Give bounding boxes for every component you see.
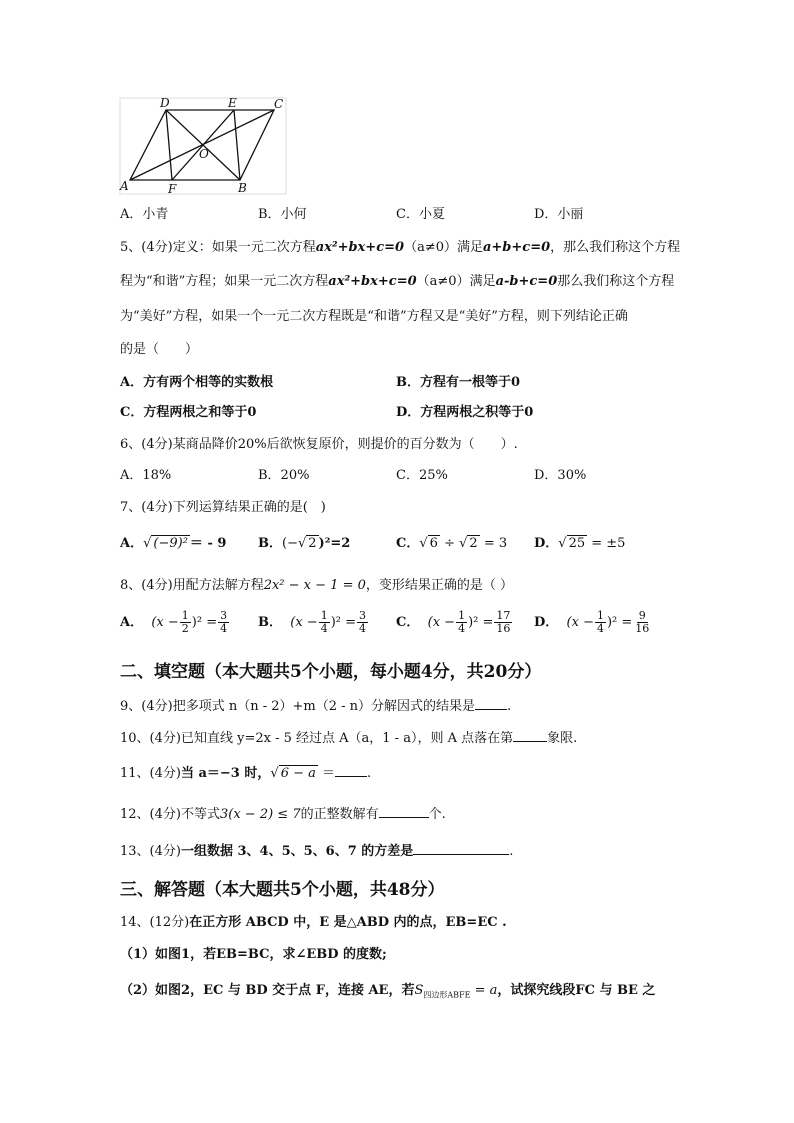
label-e: E <box>228 96 237 110</box>
q4-option-b: B．小何 <box>258 207 307 222</box>
q14-part-1: （1）如图1，若EB=BC，求∠EBD 的度数; <box>120 947 387 962</box>
q7-option-d-radicand: 25 <box>568 536 586 551</box>
q6-option-d: D．30% <box>534 468 587 483</box>
q5-equation-1: ax²+bx+c=0 <box>315 240 405 255</box>
q8-option-b-mid: )² = <box>330 615 357 630</box>
q12-stem <box>120 805 446 824</box>
q8-option-a-rhs: $\frac{3}{4}$ <box>220 609 228 635</box>
q5-relation-1: a+b+c=0 <box>482 240 551 255</box>
q12-blank[interactable] <box>379 805 429 818</box>
q7-option-c-radicand-2: 2 <box>469 536 478 551</box>
q10-stem <box>120 729 577 748</box>
q14-text: 在正方形 ABCD 中，E 是△ABD 内的点，EB=EC . <box>189 915 507 930</box>
q7-option-c: C．√ 6 ÷ √ 2 = 3 <box>396 536 508 551</box>
q5-line-3: 为“美好”方程，如果一个一元二次方程既是“和谐”方程又是“美好”方程，则下列结论正确 <box>120 309 628 324</box>
q8-option-d-rhs: $\frac{9}{16}$ <box>635 609 650 635</box>
q8-equation: 2x² − x − 1 = 0 <box>263 578 366 593</box>
q14-area-subscript: 四边形ABFE <box>423 990 471 1000</box>
q5-line-1 <box>120 239 680 257</box>
q14-area-symbol: S <box>414 983 424 998</box>
q8-stem <box>120 577 513 595</box>
q7-option-c-radicand-1: 6 <box>429 536 438 551</box>
q8-option-c-rhs: $\frac{17}{16}$ <box>496 609 511 635</box>
q5-option-d: D．方程两根之积等于0 <box>396 405 534 420</box>
q8-option-d-prefix: (x − <box>566 615 594 630</box>
q8-option-b-label: B． <box>258 615 282 630</box>
q4-option-d: D．小丽 <box>534 207 584 222</box>
q11-end: . <box>367 766 372 781</box>
q8-option-c <box>396 610 513 635</box>
q8-option-b-fraction: $\frac{1}{4}$ <box>320 609 328 635</box>
q13-number: 13、(4分) <box>120 844 181 859</box>
q5-option-b: B．方程有一根等于0 <box>396 375 521 390</box>
segment-df <box>166 110 172 180</box>
q5-text-2: 程为“和谐”方程；如果一元二次方程 <box>120 274 329 289</box>
q4-option-c: C．小夏 <box>396 207 445 222</box>
label-f: F <box>168 182 177 196</box>
q14-number: 14、(12分) <box>120 915 190 930</box>
q7-text: 下列运算结果正确的是( ) <box>172 500 326 515</box>
q12-text-cont: 的正整数解有 <box>300 807 379 822</box>
q8-option-a-label: A． <box>120 615 144 630</box>
q11-radicand: 6 − a <box>280 766 316 781</box>
q5-line-2 <box>120 273 674 291</box>
segment-ef <box>172 110 234 180</box>
q14-stem <box>120 914 507 932</box>
q5-number: 5、(4分) <box>120 240 173 255</box>
label-c: C <box>274 97 284 111</box>
q7-option-d-label: D． <box>534 536 559 551</box>
label-o: O <box>199 147 209 161</box>
q10-blank[interactable] <box>513 729 547 742</box>
q7-option-d-result: = ±5 <box>591 536 626 551</box>
q6-stem <box>120 436 518 454</box>
q7-option-c-divide: ÷ <box>444 536 455 551</box>
q13-stem <box>120 842 513 861</box>
q6-option-a: A．18% <box>120 468 172 483</box>
q11-text: 当 a＝−3 时， <box>180 766 271 781</box>
q7-number: 7、(4分) <box>120 500 173 515</box>
q13-end: . <box>509 844 514 859</box>
q8-option-c-prefix: (x − <box>427 615 456 630</box>
q6-text: 某商品降价20%后欲恢复原价，则提价的百分数为（ ）. <box>172 437 518 452</box>
q5-relation-2: a-b+c=0 <box>495 274 558 289</box>
q6-option-c: C．25% <box>396 468 448 483</box>
q7-option-d: D．√ 25 = ±5 <box>534 536 626 551</box>
q13-text: 一组数据 3、4、5、5、6、7 的方差是 <box>180 844 414 859</box>
q9-end: . <box>507 699 512 714</box>
q10-number: 10、(4分) <box>120 731 181 746</box>
q7-option-b-result: )²=2 <box>318 536 351 551</box>
q12-number: 12、(4分) <box>120 807 181 822</box>
q14-part-2-text: （2）如图2，EC 与 BD 交于点 F，连接 AE，若 <box>120 983 415 998</box>
q8-option-b-prefix: (x − <box>290 615 318 630</box>
q5-text: 定义：如果一元二次方程 <box>172 240 316 255</box>
q14-part-2 <box>120 982 655 1005</box>
q13-blank[interactable] <box>413 842 509 855</box>
q8-option-a-mid: )² = <box>191 615 218 630</box>
label-b: B <box>238 181 247 195</box>
q10-text: 已知直线 y=2x - 5 经过点 A（a，1 - a），则 A 点落在第 <box>180 731 514 746</box>
q7-option-a-result: ＝ - 9 <box>189 536 227 551</box>
q5-equation-2: ax²+bx+c=0 <box>328 274 417 289</box>
q5-line-4: 的是（ ） <box>120 342 199 357</box>
label-d: D <box>160 96 170 110</box>
q5-text-cont: ，那么我们称这个方程 <box>550 240 681 255</box>
q7-option-b: B．(−√ 2 )²=2 <box>258 536 351 551</box>
q5-option-a: A．方有两个相等的实数根 <box>120 375 274 390</box>
label-a: A <box>120 179 129 193</box>
q8-text-cont: ，变形结果正确的是（ ） <box>365 578 514 593</box>
segment-eb <box>234 110 240 180</box>
q12-text: 不等式 <box>180 807 220 822</box>
q5-condition-2: （a≠0）满足 <box>416 274 496 289</box>
q9-blank[interactable] <box>475 697 507 710</box>
q10-end: 象限. <box>547 731 578 746</box>
q14-part-2-text-cont: ，试探究线段FC 与 BE 之 <box>497 983 656 998</box>
q11-blank[interactable] <box>335 764 367 777</box>
q9-number: 9、(4分) <box>120 699 173 714</box>
q8-option-c-fraction: $\frac{1}{4}$ <box>458 609 466 635</box>
q8-option-c-mid: )² = <box>468 615 494 630</box>
q5-text-2b: 那么我们称这个方程 <box>557 274 675 289</box>
q7-option-a: A．√ (−9)² ＝ - 9 <box>120 536 227 551</box>
q7-option-b-label: B． <box>258 536 282 551</box>
q12-end: 个. <box>428 807 446 822</box>
diagonal-ac <box>130 110 274 180</box>
q8-option-a <box>120 610 230 635</box>
q7-option-a-radicand: (−9)² <box>153 536 188 551</box>
q9-stem <box>120 697 511 716</box>
q4-option-a: A．小青 <box>120 207 169 222</box>
q7-option-b-radicand: 2 <box>308 536 317 551</box>
q8-option-a-fraction: $\frac{1}{2}$ <box>181 609 189 635</box>
q7-option-c-result: = 3 <box>483 536 508 551</box>
q12-inequality: 3(x − 2) ≤ 7 <box>219 807 301 822</box>
q6-number: 6、(4分) <box>120 437 173 452</box>
q8-text: 用配方法解方程 <box>172 578 264 593</box>
q8-option-a-prefix: (x − <box>151 615 179 630</box>
section-3-heading: 三、解答题（本大题共5个小题，共48分） <box>120 880 445 900</box>
q8-option-b <box>258 610 369 635</box>
q8-number: 8、(4分) <box>120 578 173 593</box>
q7-stem <box>120 499 326 517</box>
q11-stem: 11、(4分)当 a＝−3 时，√ 6 − a ＝ . <box>120 766 372 781</box>
q8-option-d-mid: )² = <box>606 615 633 630</box>
q11-number: 11、(4分) <box>120 766 181 781</box>
q8-option-d-label: D． <box>534 615 559 630</box>
q7-option-a-label: A． <box>120 536 144 551</box>
q8-option-b-rhs: $\frac{3}{4}$ <box>359 609 367 635</box>
q7-option-c-label: C． <box>396 536 420 551</box>
q7-option-b-prefix: (− <box>282 536 298 551</box>
q8-option-c-label: C． <box>396 615 420 630</box>
parallelogram-figure <box>118 96 290 198</box>
section-2-heading: 二、填空题（本大题共5个小题，每小题4分，共20分） <box>120 662 542 682</box>
q9-text: 把多项式 n（n - 2）+m（2 - n）分解因式的结果是 <box>172 699 476 714</box>
q6-option-b: B．20% <box>258 468 310 483</box>
q8-option-d <box>534 610 652 635</box>
q11-equals: ＝ <box>322 766 336 781</box>
q5-option-c: C．方程两根之和等于0 <box>120 405 257 420</box>
q14-area-value: = a <box>474 983 498 998</box>
q8-option-d-fraction: $\frac{1}{4}$ <box>596 609 604 635</box>
q5-condition-1: （a≠0）满足 <box>404 240 483 255</box>
